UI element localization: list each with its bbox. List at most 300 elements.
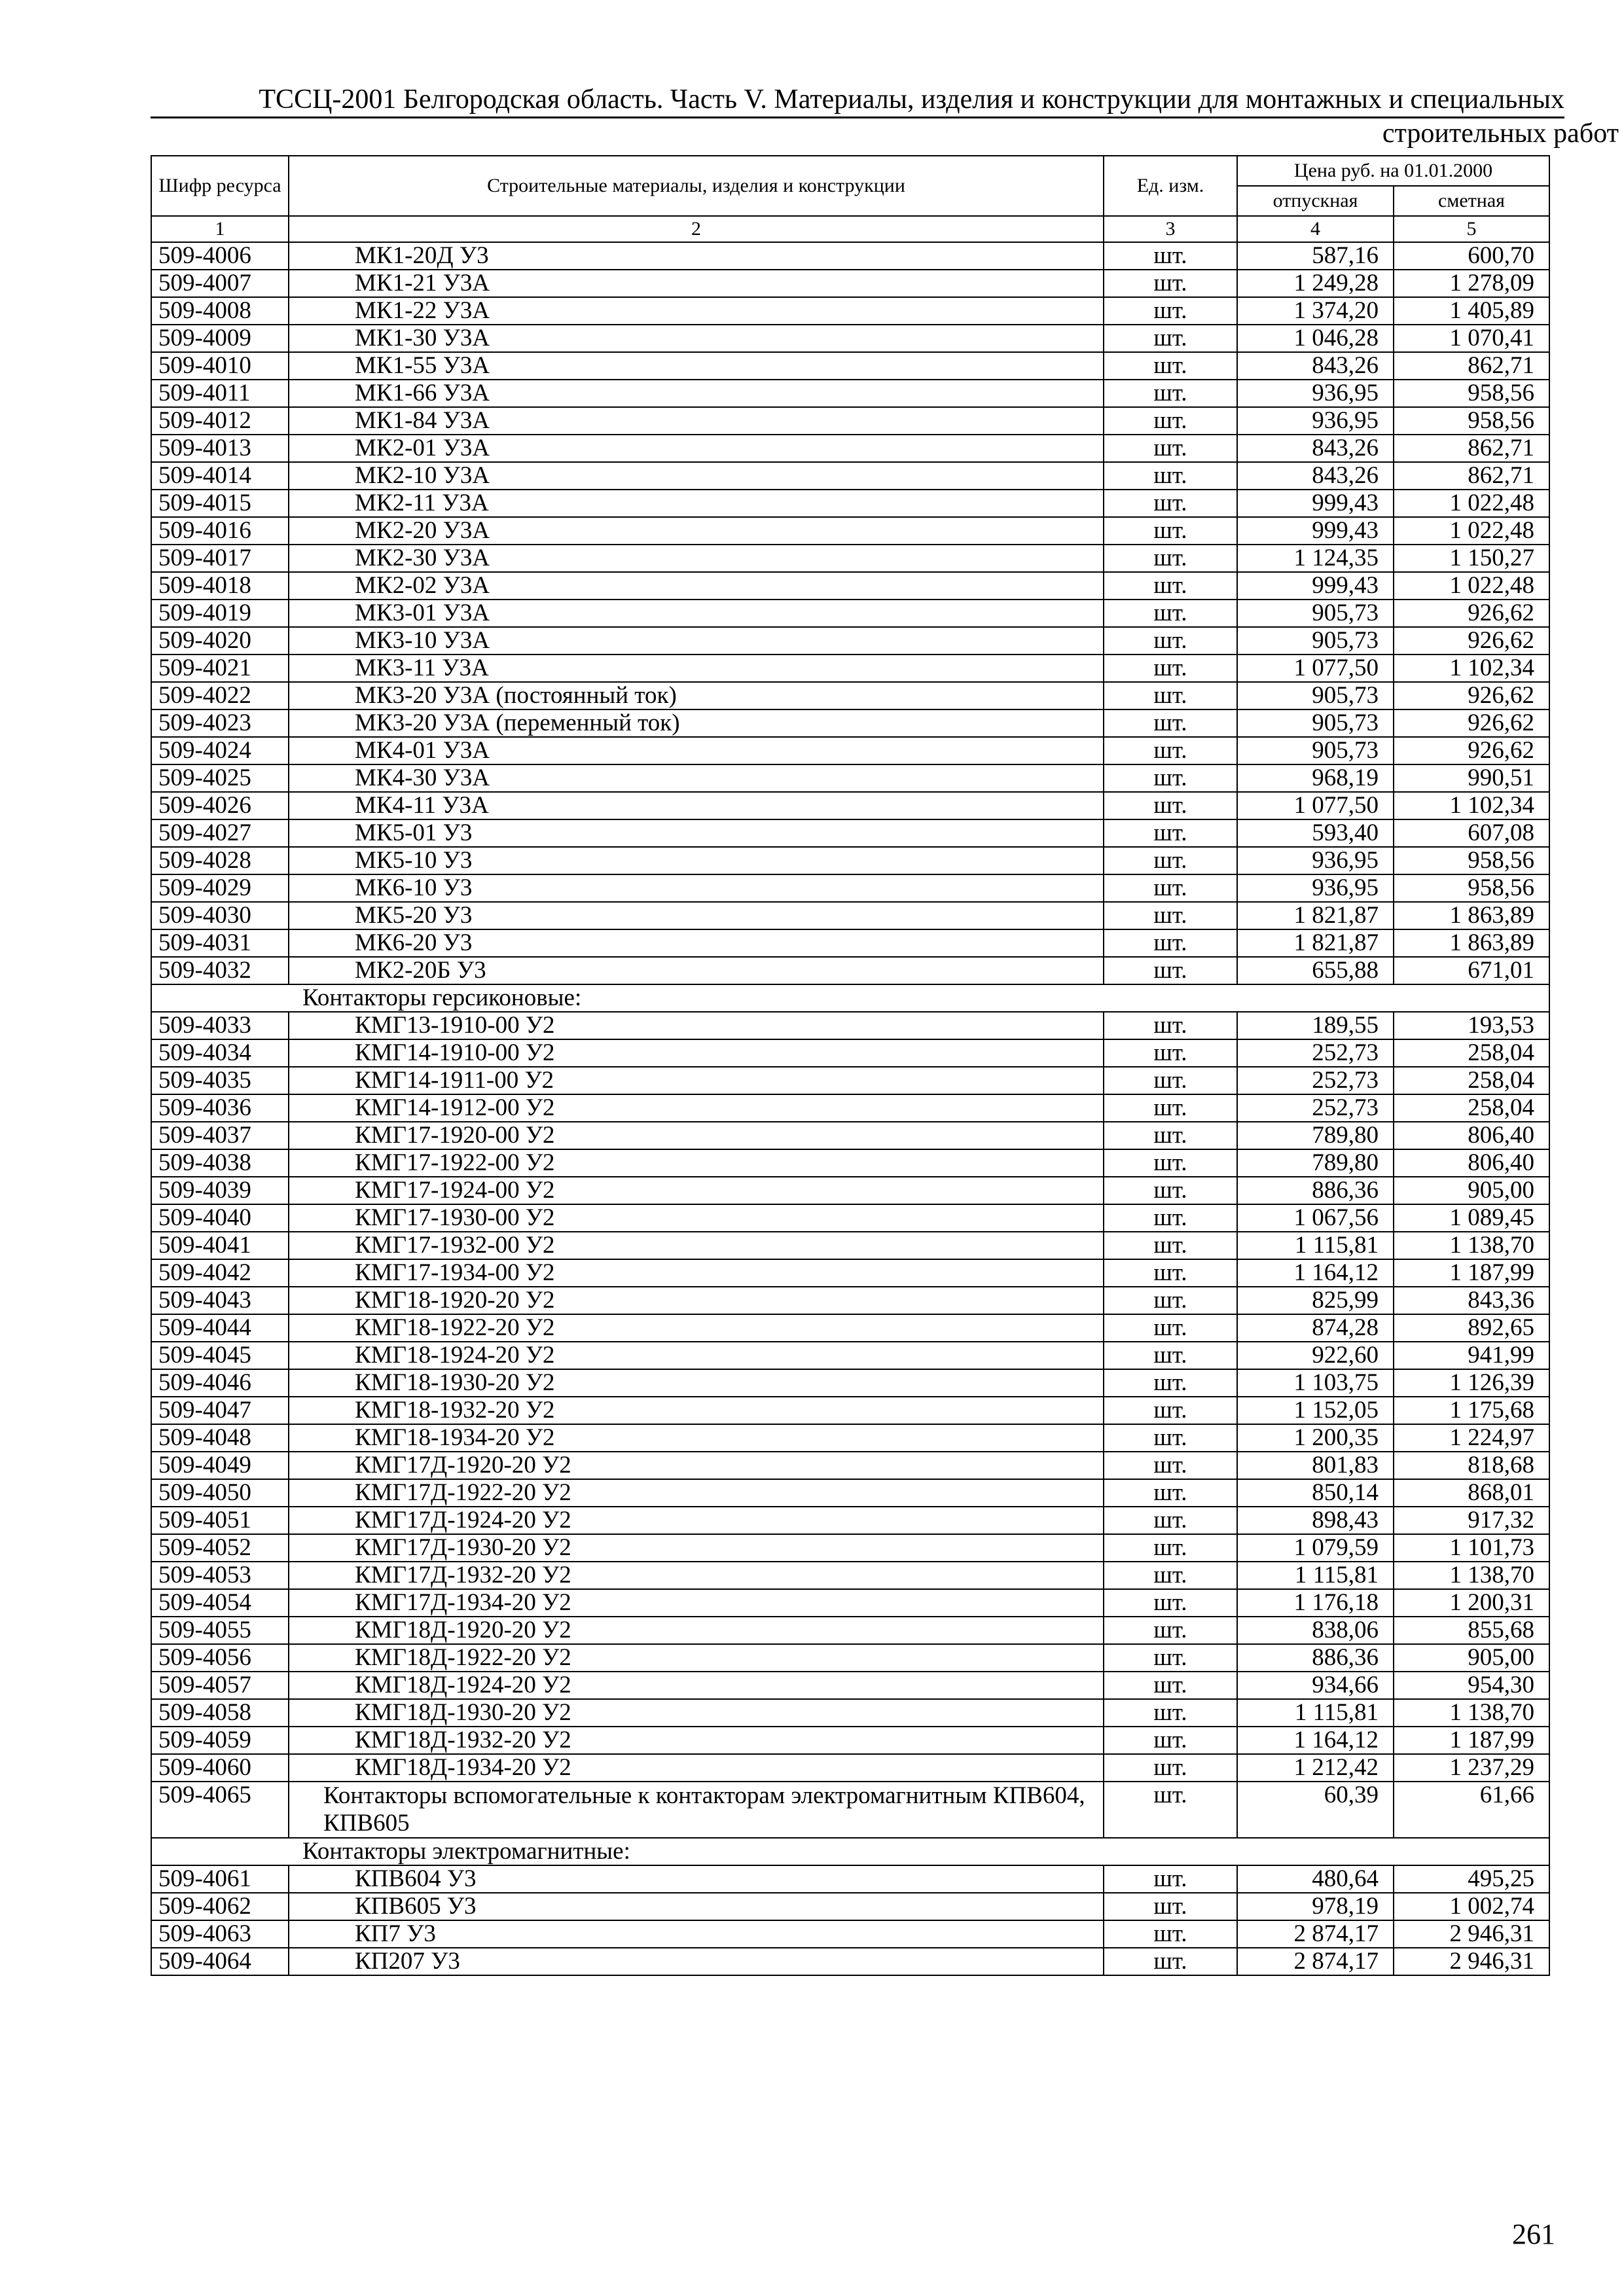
- table-row: [151, 1149, 1549, 1177]
- material-name-cell: МК5-01 У3: [289, 819, 1104, 847]
- release-price-cell: 789,80: [1237, 1149, 1394, 1177]
- estimate-price-cell: 905,00: [1394, 1177, 1549, 1204]
- table-row: [151, 1177, 1549, 1204]
- estimate-price-cell: 1 863,89: [1394, 929, 1549, 957]
- estimate-price-cell: 1 138,70: [1394, 1699, 1549, 1727]
- release-price-cell: 789,80: [1237, 1122, 1394, 1149]
- table-row: [151, 709, 1549, 737]
- unit-cell: шт.: [1104, 957, 1237, 984]
- table-row: [151, 792, 1549, 819]
- table-row: [151, 1507, 1549, 1534]
- header-price-release: отпускная: [1237, 186, 1394, 216]
- estimate-price-cell: 1 863,89: [1394, 902, 1549, 929]
- release-price-cell: 1 212,42: [1237, 1754, 1394, 1782]
- column-number: 1: [151, 216, 289, 242]
- estimate-price-cell: 1 126,39: [1394, 1369, 1549, 1397]
- material-name-cell: КМГ18-1930-20 У2: [289, 1369, 1104, 1397]
- release-price-cell: 838,06: [1237, 1617, 1394, 1644]
- resource-code-cell: 509-4050: [151, 1479, 289, 1507]
- unit-cell: шт.: [1104, 1754, 1237, 1782]
- material-name-cell: МК5-20 У3: [289, 902, 1104, 929]
- material-name-cell: КМГ17-1930-00 У2: [289, 1204, 1104, 1232]
- material-name-cell: КМГ17Д-1932-20 У2: [289, 1562, 1104, 1589]
- table-row: [151, 1589, 1549, 1617]
- resource-code-cell: 509-4015: [151, 490, 289, 517]
- estimate-price-cell: 1 200,31: [1394, 1589, 1549, 1617]
- material-name-cell: КПВ604 У3: [289, 1865, 1104, 1893]
- release-price-cell: 999,43: [1237, 572, 1394, 600]
- resource-code-cell: 509-4041: [151, 1232, 289, 1259]
- table-row: [151, 1452, 1549, 1479]
- unit-cell: шт.: [1104, 1122, 1237, 1149]
- resource-code-cell: 509-4026: [151, 792, 289, 819]
- resource-code-cell: 509-4052: [151, 1534, 289, 1562]
- resource-code-cell: 509-4008: [151, 297, 289, 325]
- unit-cell: шт.: [1104, 1314, 1237, 1342]
- estimate-price-cell: 862,71: [1394, 462, 1549, 490]
- table-row: [151, 1287, 1549, 1314]
- table-row: [151, 1479, 1549, 1507]
- material-name-cell: МК4-01 У3А: [289, 737, 1104, 764]
- release-price-cell: 934,66: [1237, 1672, 1394, 1699]
- estimate-price-cell: 917,32: [1394, 1507, 1549, 1534]
- estimate-price-cell: 892,65: [1394, 1314, 1549, 1342]
- release-price-cell: 480,64: [1237, 1865, 1394, 1893]
- material-name-cell: МК1-55 У3А: [289, 352, 1104, 380]
- unit-cell: шт.: [1104, 1534, 1237, 1562]
- release-price-cell: 1 124,35: [1237, 545, 1394, 572]
- release-price-cell: 2 874,17: [1237, 1920, 1394, 1948]
- unit-cell: шт.: [1104, 435, 1237, 462]
- resource-code-cell: 509-4037: [151, 1122, 289, 1149]
- estimate-price-cell: 1 278,09: [1394, 270, 1549, 297]
- release-price-cell: 1 079,59: [1237, 1534, 1394, 1562]
- table-row: [151, 1754, 1549, 1782]
- table-row: [151, 1920, 1549, 1948]
- unit-cell: шт.: [1104, 819, 1237, 847]
- release-price-cell: 189,55: [1237, 1012, 1394, 1039]
- material-name-cell: МК4-30 У3А: [289, 764, 1104, 792]
- unit-cell: шт.: [1104, 682, 1237, 709]
- unit-cell: шт.: [1104, 462, 1237, 490]
- material-name-cell: МК1-22 У3А: [289, 297, 1104, 325]
- resource-code-cell: 509-4030: [151, 902, 289, 929]
- resource-code-cell: 509-4064: [151, 1948, 289, 1975]
- resource-code-cell: 509-4040: [151, 1204, 289, 1232]
- material-name-cell: КМГ18Д-1924-20 У2: [289, 1672, 1104, 1699]
- unit-cell: шт.: [1104, 929, 1237, 957]
- unit-cell: шт.: [1104, 1479, 1237, 1507]
- release-price-cell: 1 067,56: [1237, 1204, 1394, 1232]
- estimate-price-cell: 926,62: [1394, 627, 1549, 655]
- unit-cell: шт.: [1104, 1948, 1237, 1975]
- estimate-price-cell: 1 022,48: [1394, 517, 1549, 545]
- unit-cell: шт.: [1104, 1094, 1237, 1122]
- material-name-cell: МК2-20 У3А: [289, 517, 1104, 545]
- estimate-price-cell: 2 946,31: [1394, 1920, 1549, 1948]
- estimate-price-cell: 862,71: [1394, 435, 1549, 462]
- table-body: [151, 242, 1549, 1975]
- release-price-cell: 1 164,12: [1237, 1727, 1394, 1754]
- table-row: [151, 462, 1549, 490]
- unit-cell: шт.: [1104, 352, 1237, 380]
- estimate-price-cell: 671,01: [1394, 957, 1549, 984]
- unit-cell: шт.: [1104, 1012, 1237, 1039]
- estimate-price-cell: 958,56: [1394, 407, 1549, 435]
- estimate-price-cell: 1 102,34: [1394, 655, 1549, 682]
- material-name-cell: МК3-20 У3А (переменный ток): [289, 709, 1104, 737]
- release-price-cell: 905,73: [1237, 600, 1394, 627]
- table-row: [151, 297, 1549, 325]
- release-price-cell: 1 821,87: [1237, 902, 1394, 929]
- resource-code-cell: 509-4033: [151, 1012, 289, 1039]
- release-price-cell: 898,43: [1237, 1507, 1394, 1534]
- material-name-cell: МК1-66 У3А: [289, 380, 1104, 407]
- release-price-cell: 252,73: [1237, 1094, 1394, 1122]
- header-code: Шифр ресурса: [151, 156, 289, 216]
- estimate-price-cell: 958,56: [1394, 874, 1549, 902]
- table-row: [151, 902, 1549, 929]
- estimate-price-cell: 843,36: [1394, 1287, 1549, 1314]
- release-price-cell: 1 176,18: [1237, 1589, 1394, 1617]
- estimate-price-cell: 806,40: [1394, 1149, 1549, 1177]
- table-row: [151, 655, 1549, 682]
- resource-code-cell: 509-4016: [151, 517, 289, 545]
- material-name-cell: МК1-84 У3А: [289, 407, 1104, 435]
- material-name-cell: КМГ18Д-1920-20 У2: [289, 1617, 1104, 1644]
- resource-code-cell: 509-4057: [151, 1672, 289, 1699]
- unit-cell: шт.: [1104, 1204, 1237, 1232]
- material-name-cell: КП207 У3: [289, 1948, 1104, 1975]
- resource-code-cell: 509-4061: [151, 1865, 289, 1893]
- resource-code-cell: 509-4055: [151, 1617, 289, 1644]
- resource-code-cell: 509-4042: [151, 1259, 289, 1287]
- table-row: [151, 1948, 1549, 1975]
- header-unit: Ед. изм.: [1104, 156, 1237, 216]
- resource-code-cell: 509-4012: [151, 407, 289, 435]
- unit-cell: шт.: [1104, 902, 1237, 929]
- table-row: [151, 682, 1549, 709]
- release-price-cell: 874,28: [1237, 1314, 1394, 1342]
- release-price-cell: 1 374,20: [1237, 297, 1394, 325]
- estimate-price-cell: 806,40: [1394, 1122, 1549, 1149]
- unit-cell: шт.: [1104, 1397, 1237, 1424]
- release-price-cell: 936,95: [1237, 874, 1394, 902]
- column-number: 5: [1394, 216, 1549, 242]
- resource-code-cell: 509-4032: [151, 957, 289, 984]
- release-price-cell: 655,88: [1237, 957, 1394, 984]
- estimate-price-cell: 855,68: [1394, 1617, 1549, 1644]
- material-name-cell: КП7 У3: [289, 1920, 1104, 1948]
- material-name-cell: КМГ17-1920-00 У2: [289, 1122, 1104, 1149]
- release-price-cell: 850,14: [1237, 1479, 1394, 1507]
- material-name-cell: КМГ18-1922-20 У2: [289, 1314, 1104, 1342]
- estimate-price-cell: 1 089,45: [1394, 1204, 1549, 1232]
- estimate-price-cell: 258,04: [1394, 1094, 1549, 1122]
- estimate-price-cell: 954,30: [1394, 1672, 1549, 1699]
- unit-cell: шт.: [1104, 572, 1237, 600]
- material-name-cell: МК2-11 У3А: [289, 490, 1104, 517]
- material-name-cell: МК2-02 У3А: [289, 572, 1104, 600]
- resource-code-cell: 509-4063: [151, 1920, 289, 1948]
- release-price-cell: 936,95: [1237, 380, 1394, 407]
- unit-cell: шт.: [1104, 1259, 1237, 1287]
- estimate-price-cell: 926,62: [1394, 737, 1549, 764]
- table-row: [151, 1067, 1549, 1094]
- resource-code-cell: 509-4034: [151, 1039, 289, 1067]
- estimate-price-cell: 926,62: [1394, 709, 1549, 737]
- release-price-cell: 1 046,28: [1237, 325, 1394, 352]
- header-price-group: Цена руб. на 01.01.2000: [1237, 156, 1549, 186]
- table-row: [151, 572, 1549, 600]
- table-row: [151, 407, 1549, 435]
- unit-cell: шт.: [1104, 1149, 1237, 1177]
- material-name-cell: МК3-10 У3А: [289, 627, 1104, 655]
- material-name-cell: МК1-21 У3А: [289, 270, 1104, 297]
- table-row: [151, 1727, 1549, 1754]
- resource-code-cell: 509-4039: [151, 1177, 289, 1204]
- release-price-cell: 1 077,50: [1237, 655, 1394, 682]
- unit-cell: шт.: [1104, 764, 1237, 792]
- estimate-price-cell: 1 022,48: [1394, 572, 1549, 600]
- release-price-cell: 252,73: [1237, 1067, 1394, 1094]
- estimate-price-cell: 862,71: [1394, 352, 1549, 380]
- estimate-price-cell: 1 138,70: [1394, 1232, 1549, 1259]
- material-name-cell: КМГ18Д-1932-20 У2: [289, 1727, 1104, 1754]
- unit-cell: шт.: [1104, 847, 1237, 874]
- table-row: [151, 1094, 1549, 1122]
- table-row: [151, 847, 1549, 874]
- estimate-price-cell: 1 187,99: [1394, 1727, 1549, 1754]
- material-name-cell: МК3-20 У3А (постоянный ток): [289, 682, 1104, 709]
- unit-cell: шт.: [1104, 1287, 1237, 1314]
- table-row: [151, 1039, 1549, 1067]
- table-row: [151, 1204, 1549, 1232]
- resource-code-cell: 509-4020: [151, 627, 289, 655]
- unit-cell: шт.: [1104, 627, 1237, 655]
- unit-cell: шт.: [1104, 655, 1237, 682]
- release-price-cell: 936,95: [1237, 407, 1394, 435]
- material-name-cell: КМГ14-1911-00 У2: [289, 1067, 1104, 1094]
- resource-code-cell: 509-4022: [151, 682, 289, 709]
- price-table: [151, 155, 1550, 1976]
- release-price-cell: 843,26: [1237, 435, 1394, 462]
- estimate-price-cell: 1 022,48: [1394, 490, 1549, 517]
- release-price-cell: 978,19: [1237, 1893, 1394, 1920]
- material-name-cell: КМГ17-1924-00 У2: [289, 1177, 1104, 1204]
- material-name-cell: КМГ18-1924-20 У2: [289, 1342, 1104, 1369]
- material-name-cell: МК1-20Д У3: [289, 242, 1104, 270]
- unit-cell: шт.: [1104, 325, 1237, 352]
- section-heading: Контакторы электромагнитные:: [151, 1838, 1549, 1865]
- section-heading: Контакторы герсиконовые:: [151, 984, 1549, 1012]
- unit-cell: шт.: [1104, 545, 1237, 572]
- unit-cell: шт.: [1104, 517, 1237, 545]
- estimate-price-cell: 607,08: [1394, 819, 1549, 847]
- table-row: [151, 1342, 1549, 1369]
- unit-cell: шт.: [1104, 1589, 1237, 1617]
- unit-cell: шт.: [1104, 1177, 1237, 1204]
- resource-code-cell: 509-4051: [151, 1507, 289, 1534]
- resource-code-cell: 509-4053: [151, 1562, 289, 1589]
- table-row: [151, 737, 1549, 764]
- material-name-cell: МК1-30 У3А: [289, 325, 1104, 352]
- material-name-cell: КМГ18Д-1934-20 У2: [289, 1754, 1104, 1782]
- release-price-cell: 1 115,81: [1237, 1232, 1394, 1259]
- release-price-cell: 843,26: [1237, 352, 1394, 380]
- section-row: [151, 984, 1549, 1012]
- material-name-cell: КМГ17Д-1922-20 У2: [289, 1479, 1104, 1507]
- unit-cell: шт.: [1104, 1865, 1237, 1893]
- estimate-price-cell: 2 946,31: [1394, 1948, 1549, 1975]
- unit-cell: шт.: [1104, 1067, 1237, 1094]
- unit-cell: шт.: [1104, 792, 1237, 819]
- table-row: [151, 1562, 1549, 1589]
- table-row: [151, 1424, 1549, 1452]
- estimate-price-cell: 926,62: [1394, 682, 1549, 709]
- unit-cell: шт.: [1104, 297, 1237, 325]
- table-row: [151, 764, 1549, 792]
- material-name-cell: КМГ17Д-1920-20 У2: [289, 1452, 1104, 1479]
- unit-cell: шт.: [1104, 1452, 1237, 1479]
- release-price-cell: 801,83: [1237, 1452, 1394, 1479]
- release-price-cell: 1 103,75: [1237, 1369, 1394, 1397]
- resource-code-cell: 509-4047: [151, 1397, 289, 1424]
- estimate-price-cell: 926,62: [1394, 600, 1549, 627]
- estimate-price-cell: 1 150,27: [1394, 545, 1549, 572]
- unit-cell: шт.: [1104, 407, 1237, 435]
- table-row: [151, 490, 1549, 517]
- table-row: [151, 517, 1549, 545]
- estimate-price-cell: 958,56: [1394, 380, 1549, 407]
- release-price-cell: 1 077,50: [1237, 792, 1394, 819]
- release-price-cell: 825,99: [1237, 1287, 1394, 1314]
- release-price-cell: 60,39: [1237, 1782, 1394, 1838]
- table-row: [151, 1534, 1549, 1562]
- resource-code-cell: 509-4019: [151, 600, 289, 627]
- resource-code-cell: 509-4027: [151, 819, 289, 847]
- material-name-cell: МК3-01 У3А: [289, 600, 1104, 627]
- release-price-cell: 593,40: [1237, 819, 1394, 847]
- release-price-cell: 905,73: [1237, 709, 1394, 737]
- estimate-price-cell: 600,70: [1394, 242, 1549, 270]
- release-price-cell: 922,60: [1237, 1342, 1394, 1369]
- resource-code-cell: 509-4023: [151, 709, 289, 737]
- unit-cell: шт.: [1104, 270, 1237, 297]
- table-row: [151, 1782, 1549, 1838]
- resource-code-cell: 509-4059: [151, 1727, 289, 1754]
- column-number: 4: [1237, 216, 1394, 242]
- material-name-cell: МК4-11 У3А: [289, 792, 1104, 819]
- resource-code-cell: 509-4029: [151, 874, 289, 902]
- material-name-cell: КМГ13-1910-00 У2: [289, 1012, 1104, 1039]
- column-number: 2: [289, 216, 1104, 242]
- estimate-price-cell: 1 187,99: [1394, 1259, 1549, 1287]
- resource-code-cell: 509-4054: [151, 1589, 289, 1617]
- table-row: [151, 380, 1549, 407]
- material-name-cell: МК2-10 У3А: [289, 462, 1104, 490]
- unit-cell: шт.: [1104, 1369, 1237, 1397]
- resource-code-cell: 509-4028: [151, 847, 289, 874]
- material-name-cell: КМГ18Д-1922-20 У2: [289, 1644, 1104, 1672]
- resource-code-cell: 509-4024: [151, 737, 289, 764]
- resource-code-cell: 509-4049: [151, 1452, 289, 1479]
- unit-cell: шт.: [1104, 1644, 1237, 1672]
- table-row: [151, 1617, 1549, 1644]
- resource-code-cell: 509-4006: [151, 242, 289, 270]
- material-name-cell: МК6-10 У3: [289, 874, 1104, 902]
- estimate-price-cell: 193,53: [1394, 1012, 1549, 1039]
- release-price-cell: 587,16: [1237, 242, 1394, 270]
- release-price-cell: 843,26: [1237, 462, 1394, 490]
- release-price-cell: 905,73: [1237, 627, 1394, 655]
- table-row: [151, 819, 1549, 847]
- release-price-cell: 886,36: [1237, 1177, 1394, 1204]
- estimate-price-cell: 1 138,70: [1394, 1562, 1549, 1589]
- unit-cell: шт.: [1104, 1699, 1237, 1727]
- resource-code-cell: 509-4046: [151, 1369, 289, 1397]
- table-row: [151, 1672, 1549, 1699]
- resource-code-cell: 509-4021: [151, 655, 289, 682]
- unit-cell: шт.: [1104, 1232, 1237, 1259]
- resource-code-cell: 509-4011: [151, 380, 289, 407]
- release-price-cell: 1 200,35: [1237, 1424, 1394, 1452]
- table-row: [151, 242, 1549, 270]
- resource-code-cell: 509-4056: [151, 1644, 289, 1672]
- estimate-price-cell: 941,99: [1394, 1342, 1549, 1369]
- estimate-price-cell: 905,00: [1394, 1644, 1549, 1672]
- estimate-price-cell: 818,68: [1394, 1452, 1549, 1479]
- table-row: [151, 1644, 1549, 1672]
- table-row: [151, 627, 1549, 655]
- estimate-price-cell: 495,25: [1394, 1865, 1549, 1893]
- material-name-cell: КМГ17Д-1924-20 У2: [289, 1507, 1104, 1534]
- table-row: [151, 874, 1549, 902]
- estimate-price-cell: 61,66: [1394, 1782, 1549, 1838]
- resource-code-cell: 509-4018: [151, 572, 289, 600]
- material-name-cell: МК2-30 У3А: [289, 545, 1104, 572]
- unit-cell: шт.: [1104, 709, 1237, 737]
- resource-code-cell: 509-4025: [151, 764, 289, 792]
- resource-code-cell: 509-4013: [151, 435, 289, 462]
- release-price-cell: 999,43: [1237, 490, 1394, 517]
- section-row: [151, 1838, 1549, 1865]
- resource-code-cell: 509-4060: [151, 1754, 289, 1782]
- material-name-cell: МК2-01 У3А: [289, 435, 1104, 462]
- table-row: [151, 1397, 1549, 1424]
- release-price-cell: 1 249,28: [1237, 270, 1394, 297]
- unit-cell: шт.: [1104, 1727, 1237, 1754]
- table-row: [151, 352, 1549, 380]
- resource-code-cell: 509-4065: [151, 1782, 289, 1838]
- release-price-cell: 1 115,81: [1237, 1699, 1394, 1727]
- resource-code-cell: 509-4014: [151, 462, 289, 490]
- unit-cell: шт.: [1104, 1782, 1237, 1838]
- unit-cell: шт.: [1104, 1039, 1237, 1067]
- table-row: [151, 325, 1549, 352]
- estimate-price-cell: 1 237,29: [1394, 1754, 1549, 1782]
- release-price-cell: 886,36: [1237, 1644, 1394, 1672]
- unit-cell: шт.: [1104, 1920, 1237, 1948]
- resource-code-cell: 509-4035: [151, 1067, 289, 1094]
- resource-code-cell: 509-4010: [151, 352, 289, 380]
- estimate-price-cell: 958,56: [1394, 847, 1549, 874]
- table-row: [151, 957, 1549, 984]
- material-name-cell: КМГ18-1934-20 У2: [289, 1424, 1104, 1452]
- header-title: ТССЦ-2001 Белгородская область. Часть V. Материалы, изделия и конструкции для монтажных и специальных: [259, 84, 1564, 115]
- table-row: [151, 545, 1549, 572]
- material-name-cell: КМГ14-1912-00 У2: [289, 1094, 1104, 1122]
